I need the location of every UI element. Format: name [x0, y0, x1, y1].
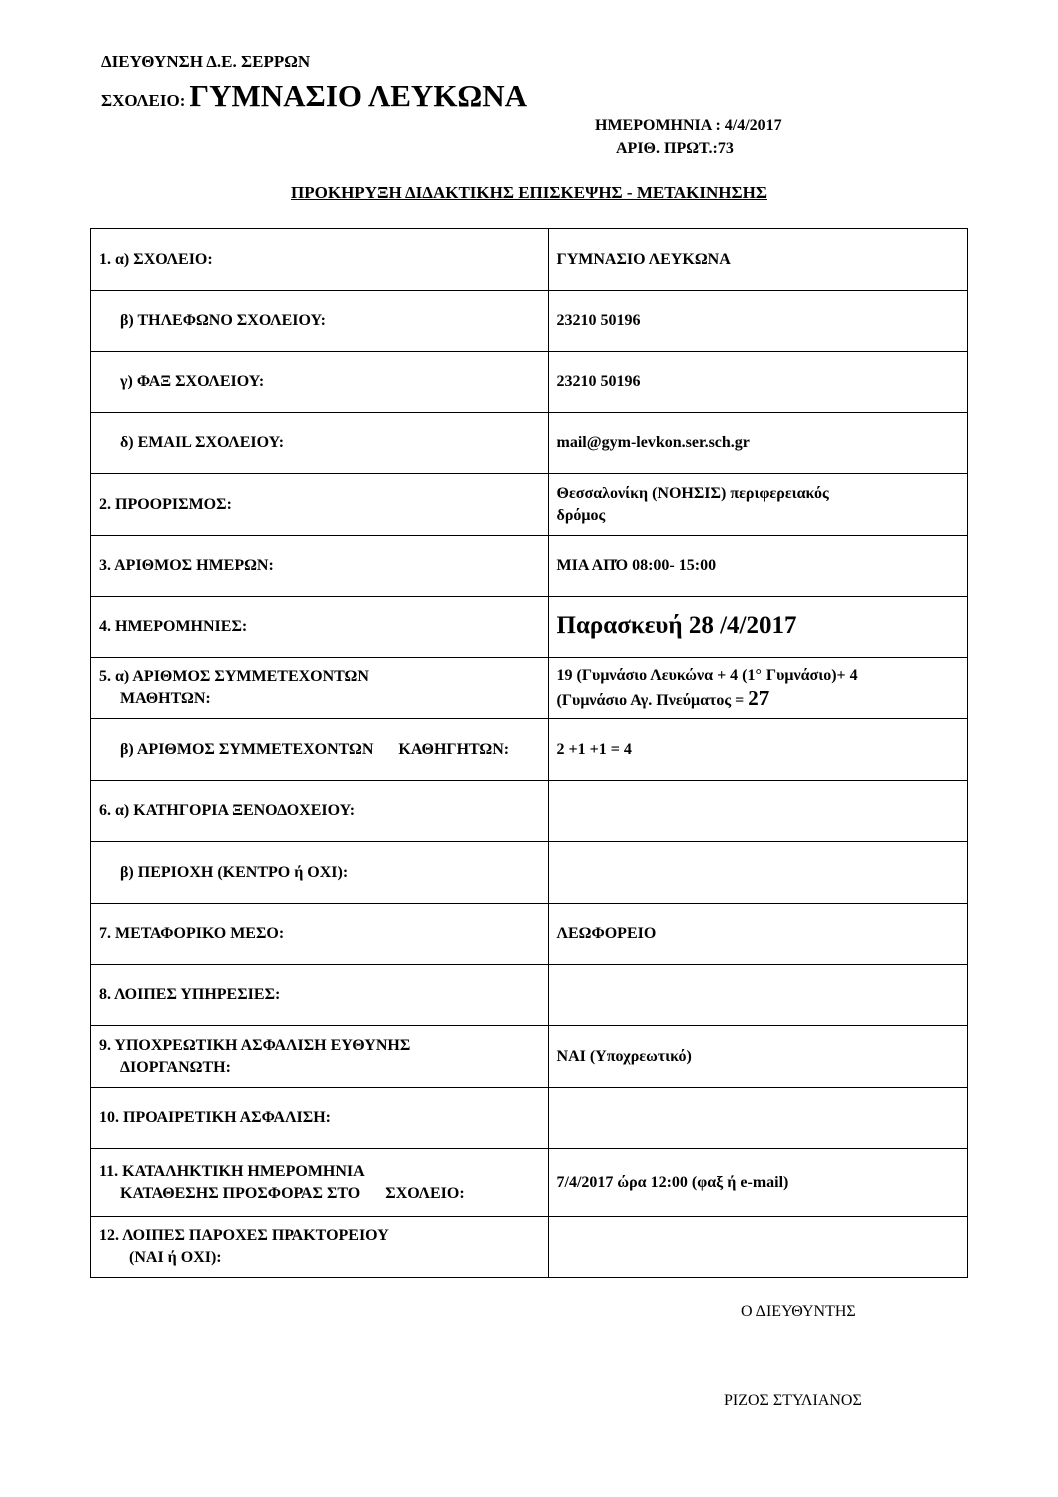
row-label-line: 9. ΥΠΟΧΡΕΩΤΙΚΗ ΑΣΦΑΛΙΣΗ ΕΥΘΥΝΗΣ	[99, 1036, 411, 1054]
row-value: 23210 50196	[548, 352, 967, 413]
row-label-line: ΚΑΤΑΘΕΣΗΣ ΠΡΟΣΦΟΡΑΣ ΣΤΟ	[120, 1184, 361, 1202]
row-value	[548, 781, 967, 842]
table-row	[91, 1026, 968, 1088]
row-value: ΛΕΩΦΟΡΕΙΟ	[548, 904, 967, 965]
school-name: ΓΥΜΝΑΣΙΟ ΛΕΥΚΩΝΑ	[189, 78, 528, 113]
school-label: ΣΧΟΛΕΙΟ:	[101, 91, 186, 110]
table-row	[91, 1088, 968, 1149]
row-label-line: 12. ΛΟΙΠΕΣ ΠΑΡΟΧΕΣ ΠΡΑΚΤΟΡΕΙΟΥ	[99, 1227, 389, 1244]
row-value	[548, 965, 967, 1026]
row-value	[548, 1217, 967, 1278]
row-value-line: (Γυμνάσιο Αγ. Πνεύματος =	[556, 691, 749, 709]
row-label: 6. α) ΚΑΤΗΓΟΡΙΑ ΞΕΝΟΔΟΧΕΙΟΥ:	[91, 781, 549, 842]
row-value: ΓΥΜΝΑΣΙΟ ΛΕΥΚΩΝΑ	[548, 229, 967, 291]
row-value: 7/4/2017 ώρα 12:00 (φαξ ή e-mail)	[548, 1149, 967, 1217]
table-row	[91, 904, 968, 965]
document-title	[0, 183, 1058, 203]
protocol-number: ΑΡΙΘ. ΠΡΩΤ.:73	[616, 140, 734, 157]
school-header	[101, 78, 527, 114]
row-label-line: β) ΑΡΙΘΜΟΣ ΣΥΜΜΕΤΕΧΟΝΤΩΝ	[120, 740, 374, 758]
document-title-text: ΠΡΟΚΗΡΥΞΗ ΔΙΔΑΚΤΙΚΗΣ ΕΠΙΣΚΕΨΗΣ - ΜΕΤΑΚΙΝΗΣΗΣ	[291, 183, 767, 202]
row-value: ΝΑΙ (Υποχρεωτικό)	[548, 1026, 967, 1088]
row-label: 7. ΜΕΤΑΦΟΡΙΚΟ ΜΕΣΟ:	[91, 904, 549, 965]
row-label: 1. α) ΣΧΟΛΕΙΟ:	[91, 229, 549, 291]
row-label-line: 5. α) ΑΡΙΘΜΟΣ ΣΥΜΜΕΤΕΧΟΝΤΩΝ	[99, 668, 369, 685]
table-row	[91, 291, 968, 352]
announcement-table	[90, 228, 968, 1278]
row-label: 8. ΛΟΙΠΕΣ ΥΠΗΡΕΣΙΕΣ:	[91, 965, 549, 1026]
signature-title: Ο ΔΙΕΥΘΥΝΤΗΣ	[741, 1303, 856, 1320]
row-label-line: ΔΙΟΡΓΑΝΩΤΗ:	[120, 1058, 231, 1076]
row-label-line: 11. ΚΑΤΑΛΗΚΤΙΚΗ ΗΜΕΡΟΜΗΝΙΑ	[99, 1162, 365, 1180]
table-row	[91, 719, 968, 781]
table-row	[91, 474, 968, 536]
table-row	[91, 597, 968, 658]
table-row	[91, 352, 968, 413]
table-row	[91, 229, 968, 291]
row-value-line: 19 (Γυμνάσιο Λευκώνα + 4 (1° Γυμνάσιο)+ 4	[556, 666, 858, 684]
trip-date: Παρασκευή 28 /4/2017	[556, 611, 797, 639]
row-value	[548, 842, 967, 904]
table-row	[91, 842, 968, 904]
table-row	[91, 781, 968, 842]
table-row	[91, 1149, 968, 1217]
table-row	[91, 536, 968, 597]
row-label-line: ΚΑΘΗΓΗΤΩΝ:	[398, 740, 510, 758]
row-label: 3. ΑΡΙΘΜΟΣ ΗΜΕΡΩΝ:	[91, 536, 549, 597]
row-label: 4. ΗΜΕΡΟΜΗΝΙΕΣ:	[91, 597, 549, 658]
table-row	[91, 413, 968, 474]
directorate: ΔΙΕΥΘΥΝΣΗ Δ.Ε. ΣΕΡΡΩΝ	[101, 52, 311, 71]
row-value-line: δρόμος	[556, 506, 606, 524]
row-value: ΜΙΑ ΑΠΌ 08:00- 15:00	[548, 536, 967, 597]
row-value: 2 +1 +1 = 4	[548, 719, 967, 781]
row-label: β) ΠΕΡΙΟΧΗ (ΚΕΝΤΡΟ ή ΟΧΙ):	[120, 863, 349, 881]
row-value	[548, 1088, 967, 1149]
row-value: mail@gym-levkon.ser.sch.gr	[548, 413, 967, 474]
table-row	[91, 658, 968, 719]
row-label: β) ΤΗΛΕΦΩΝΟ ΣΧΟΛΕΙΟΥ:	[120, 312, 326, 329]
table-row	[91, 965, 968, 1026]
row-label-line: ΜΑΘΗΤΩΝ:	[120, 690, 211, 707]
student-total: 27	[748, 685, 770, 710]
signature-name: ΡΙΖΟΣ ΣΤΥΛΙΑΝΟΣ	[724, 1392, 862, 1409]
row-value: 23210 50196	[548, 291, 967, 352]
table-row	[91, 1217, 968, 1278]
document-date: ΗΜΕΡΟΜΗΝΙΑ : 4/4/2017	[595, 117, 782, 134]
row-label: δ) EMAIL ΣΧΟΛΕΙΟΥ:	[120, 434, 285, 451]
row-label: γ) ΦΑΞ ΣΧΟΛΕΙΟΥ:	[120, 373, 265, 390]
row-label-line: ΣΧΟΛΕΙΟ:	[385, 1184, 465, 1202]
row-label: 2. ΠΡΟΟΡΙΣΜΟΣ:	[91, 474, 549, 536]
row-label-line: (ΝΑΙ ή ΟΧΙ):	[129, 1249, 222, 1266]
row-value-line: Θεσσαλονίκη (ΝΟΗΣΙΣ) περιφερειακός	[556, 484, 829, 502]
row-label: 10. ΠΡΟΑΙΡΕΤΙΚΗ ΑΣΦΑΛΙΣΗ:	[91, 1088, 549, 1149]
